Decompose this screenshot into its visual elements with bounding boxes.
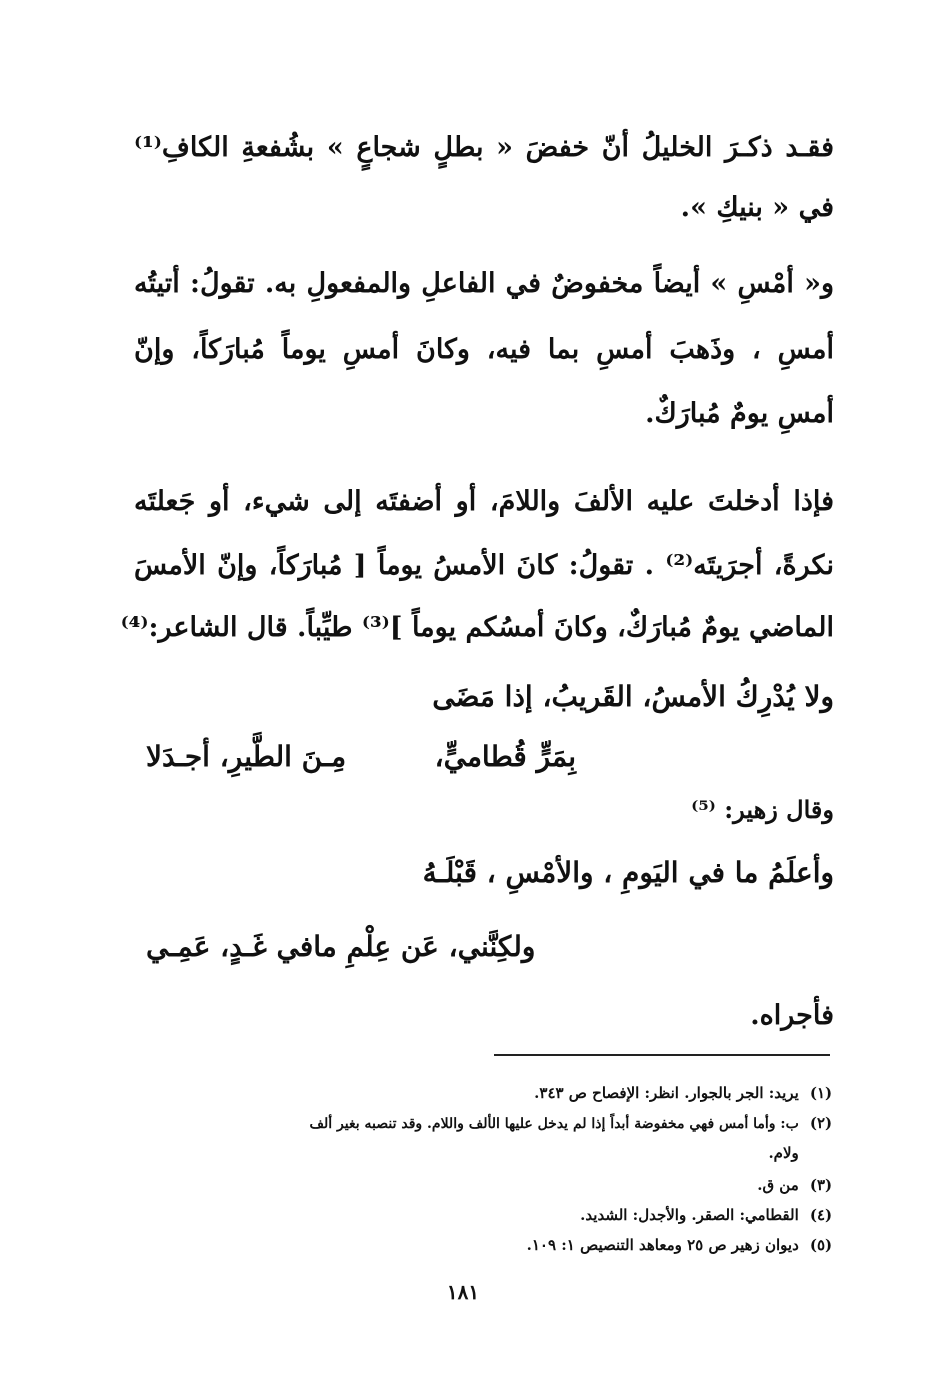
- poem-1-hemistich-2b: مِـنَ الطَّيرِ، أجـدَلا: [146, 740, 347, 773]
- footnote-1: [138, 1084, 838, 1102]
- footnote-number: (٥): [809, 1236, 833, 1254]
- footnote-number: (٤): [809, 1206, 833, 1224]
- footnote-2-continued: [138, 1144, 838, 1162]
- footnote-text: ولام.: [768, 1144, 799, 1162]
- poem-1-hemistich-2a: بِمَرٍّ قُطاميٍّ،: [434, 740, 576, 773]
- paragraph-3-line-3: الماضي يومٌ مُبارَكٌ، وكانَ أمسُكم يوماً ]⁽³⁾ طيِّباً. قال الشاعر:⁽⁴⁾: [120, 612, 834, 643]
- footnote-text: يريد: الجر بالجوار. انظر: الإفصاح ص ٣٤٣.: [534, 1084, 799, 1102]
- poem-2-hemistich-2: ولكِنَّني، عَن عِلْمِ مافي غَـدٍ، عَمِـي: [146, 930, 536, 963]
- poem-2-hemistich-1: وأعلَمُ ما في اليَومِ ، والأمْسِ ، قَبْلَـهُ: [422, 856, 834, 889]
- footnote-number: (٣): [809, 1176, 833, 1194]
- page-number: ١٨١: [446, 1280, 480, 1304]
- footnote-number: (٢): [809, 1114, 833, 1132]
- paragraph-2-line-3: أمسِ يومٌ مُبارَكٌ.: [645, 398, 834, 429]
- footnote-3: [138, 1176, 838, 1194]
- paragraph-2-line-1: و« أمْسِ » أيضاً مخفوضٌ في الفاعلِ والمفعولِ به. تقولُ: أتيتُه: [134, 268, 834, 299]
- paragraph-3-line-2: نكرةً، أجرَيتَه⁽²⁾ . تقولُ: كانَ الأمسُ يوماً [ مُبارَكاً، وإنّ الأمسَ: [134, 550, 834, 581]
- paragraph-3-line-1: فإذا أدخلتَ عليه الألفَ واللامَ، أو أضفتَه إلى شيء، أو جَعلتَه: [134, 486, 834, 517]
- paragraph-1-line-1: فقـد ذكـرَ الخليلُ أنّ خفضَ « بطلٍ شجاعٍ » بشُفعةِ الكافِ⁽¹⁾: [134, 132, 834, 163]
- footnote-5: [138, 1236, 838, 1254]
- paragraph-1-line-2: في « بنيكِ ».: [680, 192, 834, 223]
- footnote-number: (١): [809, 1084, 833, 1102]
- footnote-text: القطامي: الصقر. والأجدل: الشديد.: [580, 1206, 799, 1224]
- footnote-text: ب: وأما أمس فهي مخفوضة أبداً إذا لم يدخل عليها الألف واللام. وقد تنصبه بغير ألف: [309, 1116, 799, 1132]
- footnote-separator: [494, 1054, 830, 1056]
- footnote-4: [138, 1206, 838, 1224]
- footnote-2: [138, 1114, 838, 1132]
- poem-1-hemistich-1: ولا يُدْرِكُ الأمسُ، القَريبُ، إذا مَضَى: [432, 680, 834, 713]
- closing-line: فأجراه.: [750, 1000, 834, 1031]
- paragraph-2-line-2: أمسِ ، وذَهبَ أمسِ بما فيه، وكانَ أمسِ يوماً مُبارَكاً، وإنّ: [134, 334, 834, 365]
- footnote-text: من ق.: [757, 1176, 799, 1194]
- footnote-text: ديوان زهير ص ٢٥ ومعاهد التنصيص ١: ١٠٩.: [526, 1236, 799, 1254]
- zuhair-intro: وقال زهير: ⁽⁵⁾: [691, 795, 834, 824]
